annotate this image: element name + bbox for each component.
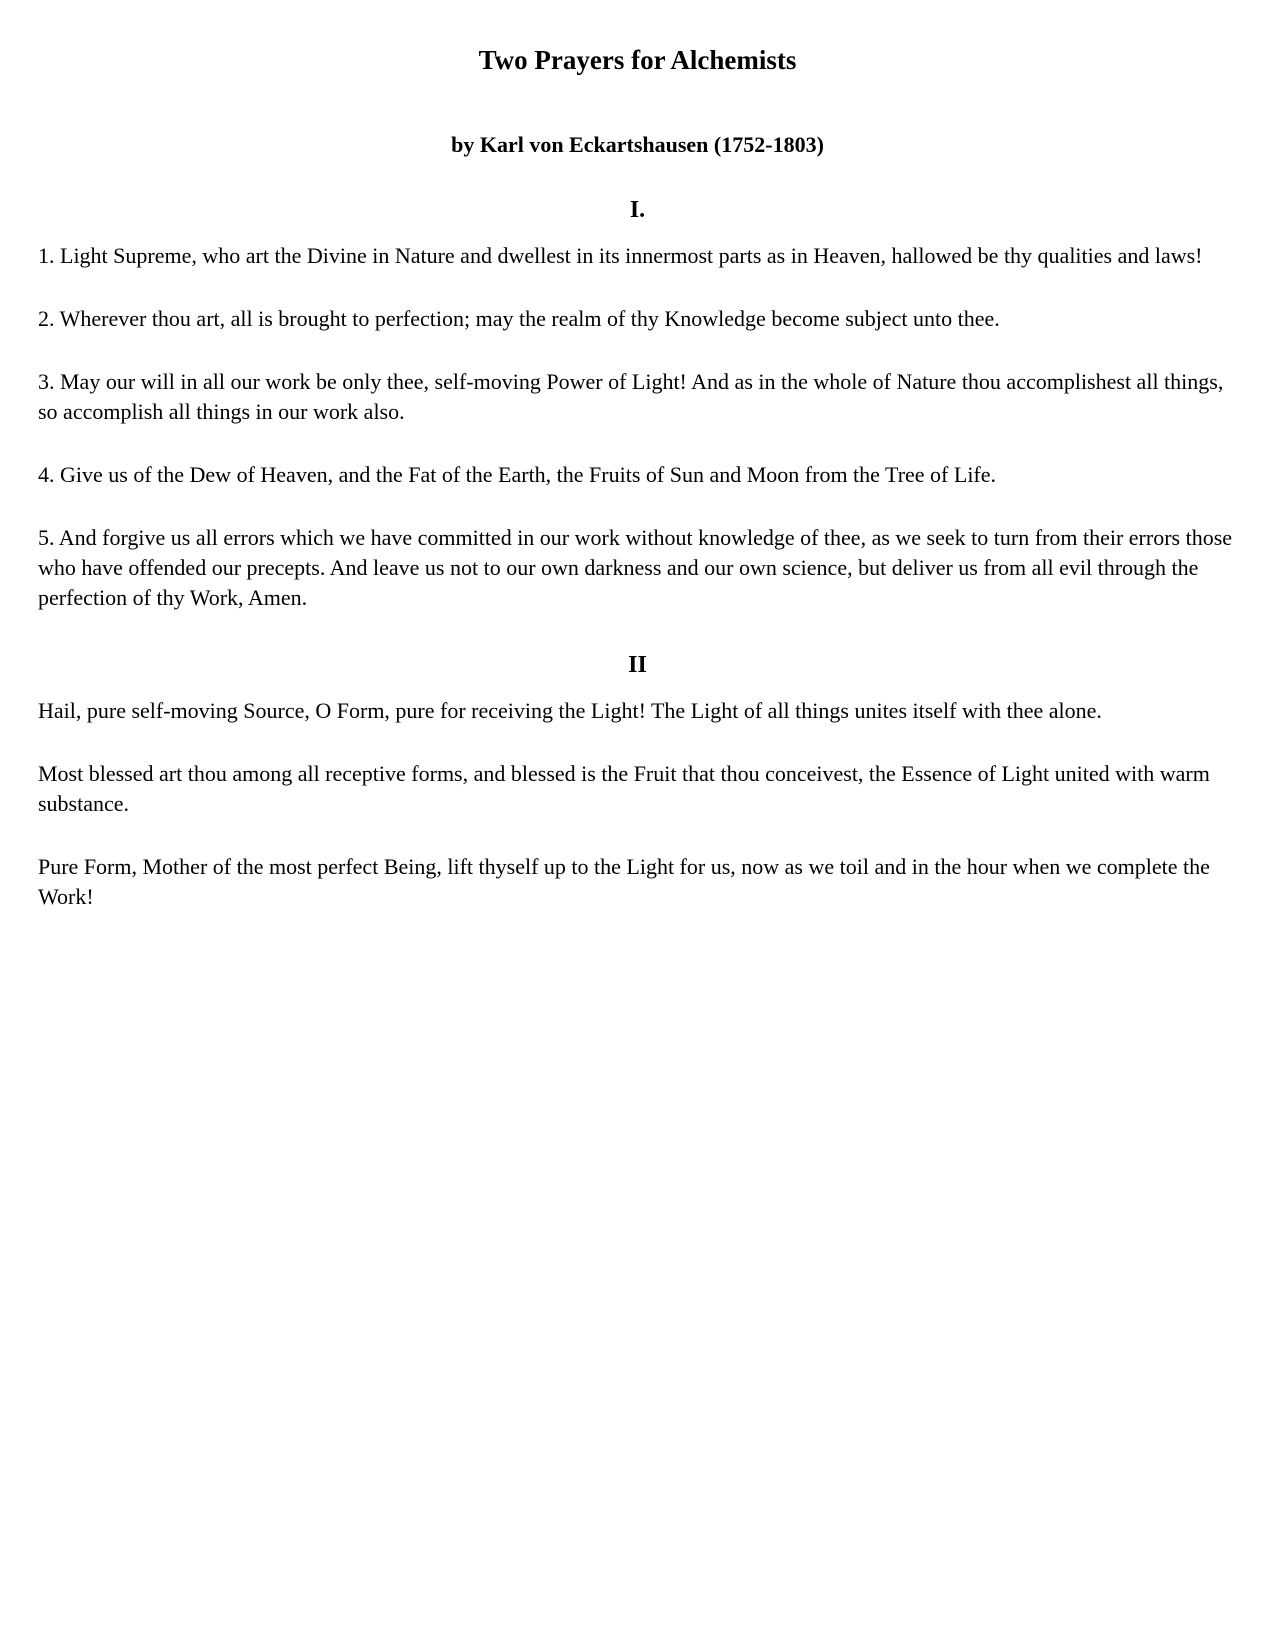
section-1-heading: I. [629,196,646,223]
section-2-heading: II [628,651,647,678]
section-2-paragraph-1: Hail, pure self-moving Source, O Form, pure for receiving the Light! The Light of all things unites itself with thee alone. [38,697,1102,723]
document-title: Two Prayers for Alchemists [478,45,797,75]
section-1-paragraph-2: 2. Wherever thou art, all is brought to perfection; may the realm of thy Knowledge become subject unto thee. [38,305,1000,331]
section-1-paragraph-5: 5. And forgive us all errors which we have committed in our work without knowledge of thee, as we seek to turn from their errors those who have offended our precepts. And leave us not to our own darkness and our own science, but deliver us from all evil through the perfection of thy Work, Amen. [38,524,1233,610]
section-1-paragraph-3: 3. May our will in all our work be only thee, self-moving Power of Light! And as in the whole of Nature thou accomplishest all things, so accomplish all things in our work also. [38,368,1224,424]
section-1-paragraph-4: 4. Give us of the Dew of Heaven, and the Fat of the Earth, the Fruits of Sun and Moon from the Tree of Life. [38,461,997,487]
section-2-paragraph-3: Pure Form, Mother of the most perfect Being, lift thyself up to the Light for us, now as we toil and in the hour when we complete the Work! [38,853,1210,909]
section-1-paragraph-1: 1. Light Supreme, who art the Divine in Nature and dwellest in its innermost parts as in Heaven, hallowed be thy qualities and laws! [38,242,1203,268]
document-byline: by Karl von Eckartshausen (1752-1803) [451,132,824,158]
section-2-paragraph-2: Most blessed art thou among all receptive forms, and blessed is the Fruit that thou conceivest, the Essence of Light united with warm substance. [38,760,1210,816]
